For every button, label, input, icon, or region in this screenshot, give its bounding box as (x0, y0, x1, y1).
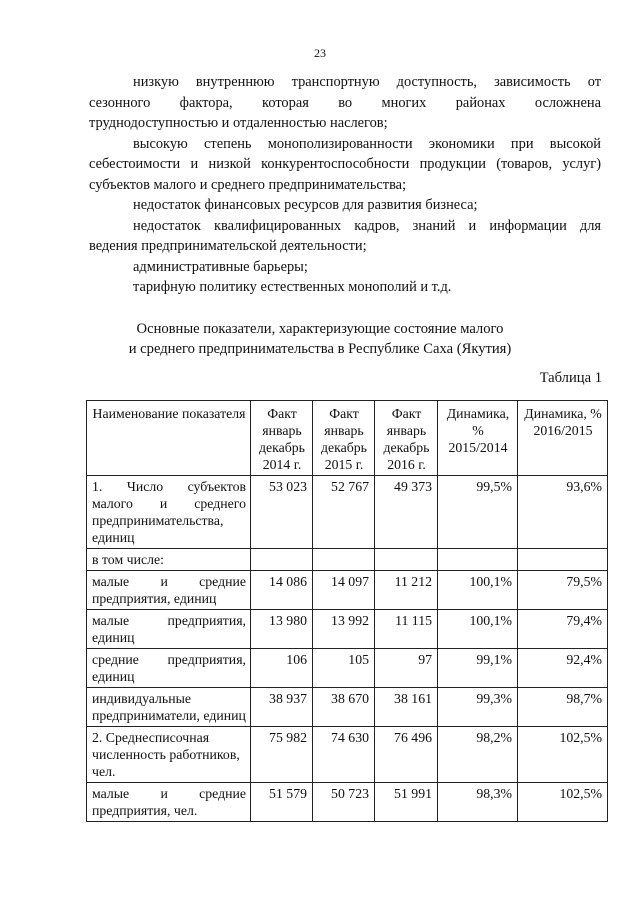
paragraph-line: тарифную политику естественных монополий и т.д. (133, 279, 452, 295)
cell-2014: 106 (251, 649, 313, 688)
cell-dynamics-1: 99,1% (438, 649, 518, 688)
header-fact-2016: Факт январь декабрь 2016 г. (375, 401, 438, 476)
header-fact-2014: Факт январь декабрь 2014 г. (251, 401, 313, 476)
cell-dynamics-1: 100,1% (438, 571, 518, 610)
header-dynamics-2015-2014: Динамика, % 2015/2014 (438, 401, 518, 476)
cell-2015 (313, 549, 375, 571)
paragraph-line: низкую внутреннюю транспортную доступность, зависимость от (133, 74, 601, 90)
cell-dynamics-1: 98,3% (438, 783, 518, 822)
paragraph-line: недостаток квалифицированных кадров, знаний и информации для (133, 217, 601, 234)
page-number: 23 (314, 46, 326, 60)
caption-line: Основные показатели, характеризующие состояние малого (136, 321, 504, 337)
cell-2014 (251, 549, 313, 571)
table-row (87, 688, 608, 727)
cell-dynamics-2: 93,6% (518, 476, 608, 549)
cell-dynamics-1 (438, 549, 518, 571)
cell-2015: 50 723 (313, 783, 375, 822)
table-header-row (87, 401, 608, 476)
cell-2014: 75 982 (251, 727, 313, 783)
row-name: малые и средние предприятия, единиц (87, 571, 251, 610)
paragraph-line: сезонного фактора, которая во многих районах осложнена (89, 94, 601, 111)
cell-dynamics-1: 98,2% (438, 727, 518, 783)
paragraph-line: труднодоступностью и отдаленностью наслегов; (89, 115, 388, 131)
paragraph-line: административные барьеры; (133, 258, 308, 275)
cell-2015: 74 630 (313, 727, 375, 783)
cell-dynamics-2 (518, 549, 608, 571)
cell-2014: 53 023 (251, 476, 313, 549)
cell-2016: 97 (375, 649, 438, 688)
row-name: средние предприятия, единиц (87, 649, 251, 688)
caption-line: и среднего предпринимательства в Республике Саха (Якутия) (128, 341, 512, 357)
cell-2015: 38 670 (313, 688, 375, 727)
row-name: 2. Среднесписочная численность работников, чел. (87, 727, 251, 783)
cell-2016: 11 115 (375, 610, 438, 649)
body-text (89, 72, 601, 298)
table-label: Таблица 1 (539, 370, 602, 386)
cell-dynamics-2: 92,4% (518, 649, 608, 688)
cell-2014: 13 980 (251, 610, 313, 649)
table-row (87, 571, 608, 610)
paragraph-line: себестоимости и низкой конкурентоспособности продукции (товаров, услуг) (89, 156, 601, 172)
table-row (87, 649, 608, 688)
row-name: малые предприятия, единиц (87, 610, 251, 649)
cell-2016 (375, 549, 438, 571)
cell-2015: 52 767 (313, 476, 375, 549)
cell-2014: 38 937 (251, 688, 313, 727)
cell-2014: 51 579 (251, 783, 313, 822)
cell-dynamics-1: 99,3% (438, 688, 518, 727)
table-row (87, 549, 608, 571)
cell-dynamics-2: 102,5% (518, 783, 608, 822)
header-fact-2015: Факт январь декабрь 2015 г. (313, 401, 375, 476)
indicators-table (86, 400, 608, 822)
table-caption (0, 319, 640, 359)
cell-2015: 13 992 (313, 610, 375, 649)
cell-2015: 14 097 (313, 571, 375, 610)
paragraph-line: ведения предпринимательской деятельности; (89, 238, 367, 254)
cell-2016: 11 212 (375, 571, 438, 610)
cell-2014: 14 086 (251, 571, 313, 610)
paragraph-line: субъектов малого и среднего предпринимательства; (89, 176, 407, 193)
cell-dynamics-2: 79,5% (518, 571, 608, 610)
cell-2016: 51 991 (375, 783, 438, 822)
row-name: малые и средние предприятия, чел. (87, 783, 251, 822)
cell-2016: 49 373 (375, 476, 438, 549)
table-row (87, 783, 608, 822)
paragraph-line: недостаток финансовых ресурсов для развития бизнеса; (133, 197, 478, 213)
table-row (87, 727, 608, 783)
row-name: в том числе: (87, 549, 251, 571)
header-dynamics-2016-2015: Динамика, % 2016/2015 (518, 401, 608, 476)
paragraph-line: высокую степень монополизированности экономики при высокой (133, 135, 601, 152)
cell-2015: 105 (313, 649, 375, 688)
cell-dynamics-2: 79,4% (518, 610, 608, 649)
cell-2016: 76 496 (375, 727, 438, 783)
header-indicator-name: Наименование показателя (87, 401, 251, 476)
cell-dynamics-1: 100,1% (438, 610, 518, 649)
table-row (87, 610, 608, 649)
row-name: индивидуальные предприниматели, единиц (87, 688, 251, 727)
cell-dynamics-2: 102,5% (518, 727, 608, 783)
row-name: 1. Число субъектов малого и среднего предпринимательства, единиц (87, 476, 251, 549)
cell-dynamics-1: 99,5% (438, 476, 518, 549)
cell-dynamics-2: 98,7% (518, 688, 608, 727)
table-row (87, 476, 608, 549)
cell-2016: 38 161 (375, 688, 438, 727)
